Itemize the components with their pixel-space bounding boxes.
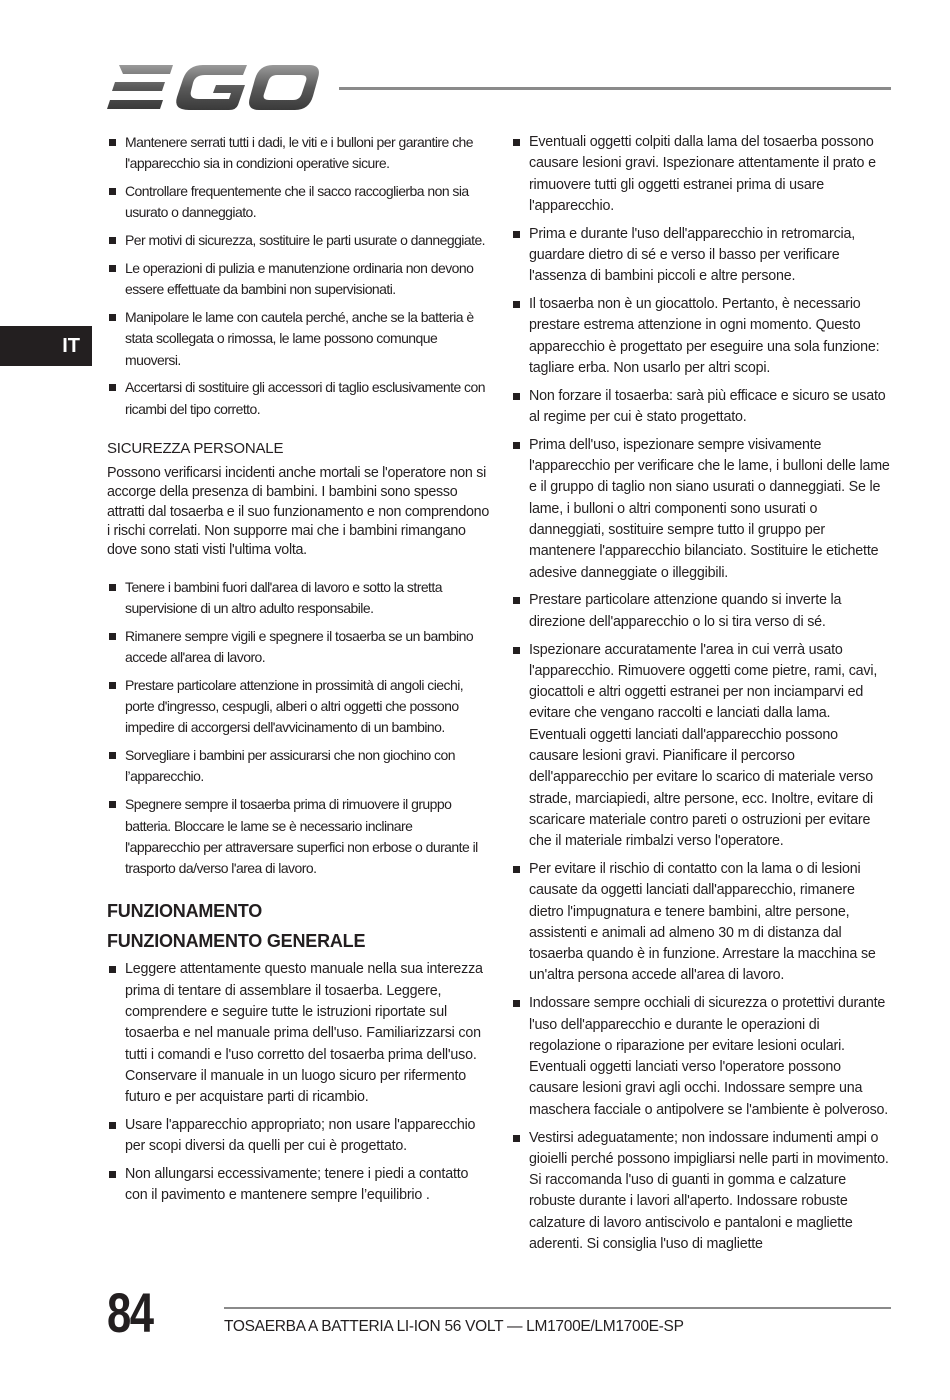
list-item: Indossare sempre occhiali di sicurezza o protettivi durante l'uso dell'apparecchio e durante le operazioni di regolazione o riparazione per evitare lesioni oculari. Eventuali oggetti lanciati verso l'operatore possono causare lesioni gravi agli occhi. Indossare sempre una maschera facciale o antipolvere se l'ambiente è polveroso.: [511, 993, 891, 1121]
bullet-icon: [109, 384, 116, 391]
operation-safety-list: [511, 132, 891, 1255]
list-item: Eventuali oggetti colpiti dalla lama del tosaerba possono causare lesioni gravi. Ispezionare attentamente il prato e rimuovere tutti gli oggetti estranei prima di usare l'apparecchio.: [511, 132, 891, 217]
list-item: Per evitare il rischio di contatto con la lama o di lesioni causate da oggetti lanciati dall'apparecchio, rimanere dietro l'impugnatura e tenere bambini, altre persone, assistenti e animali ad almeno 30 m di distanza dal tosaerba quando è in funzione. Arrestare la macchina se un'altra persona accede all'area di lavoro.: [511, 859, 891, 987]
bullet-icon: [109, 966, 116, 973]
language-tab: IT: [0, 326, 92, 366]
bullet-icon: [513, 393, 520, 400]
list-item: Tenere i bambini fuori dall'area di lavoro e sotto la stretta supervisione di un altro adulto responsabile.: [107, 577, 489, 620]
list-item: Usare l'apparecchio appropriato; non usare l'apparecchio per scopi diversi da quelli per cui è progettato.: [107, 1115, 489, 1158]
left-column: [107, 132, 489, 1213]
bullet-icon: [109, 1171, 116, 1178]
bullet-icon: [513, 647, 520, 654]
list-item: Rimanere sempre vigili e spegnere il tosaerba se un bambino accede all'area di lavoro.: [107, 626, 489, 669]
ego-logo: [107, 63, 319, 113]
list-item: Prima dell'uso, ispezionare sempre visivamente l'apparecchio per verificare che le lame, i bulloni delle lame e il gruppo di taglio non siano usurati o danneggiati. Se le lame, i bulloni o altri componenti sono usurati o danneggiati, sostituire sempre tutto il gruppo per mantenere l'apparecchio bilanciato. Sostituire le etichette adesive danneggiate o illeggibili.: [511, 435, 891, 584]
bullet-icon: [109, 584, 116, 591]
right-column: [511, 132, 891, 1262]
list-item: Prestare particolare attenzione in prossimità di angoli ciechi, porte d'ingresso, cespugli, alberi o altri oggetti che possono impedire di accorgersi dell'avvicinamento di un bambino.: [107, 675, 489, 739]
list-item: Manipolare le lame con cautela perché, anche se la batteria è stata scollegata o rimossa, le lame possono comunque muoversi.: [107, 307, 489, 371]
footer-rule: [224, 1307, 891, 1309]
heading-operation: FUNZIONAMENTO: [107, 901, 263, 922]
bullet-icon: [513, 139, 520, 146]
list-item: Le operazioni di pulizia e manutenzione ordinaria non devono essere effettuate da bambini non supervisionati.: [107, 258, 489, 301]
bullet-icon: [109, 633, 116, 640]
list-item: Mantenere serrati tutti i dadi, le viti e i bulloni per garantire che l'apparecchio sia in condizioni operative sicure.: [107, 132, 489, 175]
footer-title: TOSAERBA A BATTERIA LI-ION 56 VOLT — LM1700E/LM1700E-SP: [224, 1318, 684, 1335]
section-title: SICUREZZA PERSONALE: [107, 440, 284, 458]
bullet-icon: [513, 866, 520, 873]
list-item: Prestare particolare attenzione quando si inverte la direzione dell'apparecchio o lo si tira verso di sé.: [511, 590, 891, 633]
bullet-icon: [109, 1122, 116, 1129]
list-item: Spegnere sempre il tosaerba prima di rimuovere il gruppo batteria. Bloccare le lame se è necessario inclinare l'apparecchio per attraversare superfici non erbose o durante il trasporto da/verso l'area di lavoro.: [107, 794, 489, 879]
bullet-icon: [109, 801, 116, 808]
list-item: Controllare frequentemente che il sacco raccoglierba non sia usurato o danneggiato.: [107, 181, 489, 224]
header-rule: [339, 87, 891, 90]
bullet-icon: [109, 682, 116, 689]
bullet-icon: [109, 139, 116, 146]
list-item: Non forzare il tosaerba: sarà più efficace e sicuro se usato al regime per cui è stato progettato.: [511, 386, 891, 429]
bullet-icon: [513, 1000, 520, 1007]
list-item: Sorvegliare i bambini per assicurarsi che non giochino con l’apparecchio.: [107, 745, 489, 788]
list-item: Non allungarsi eccessivamente; tenere i piedi a contatto con il pavimento e mantenere sempre l’equilibrio .: [107, 1164, 489, 1207]
heading-general-operation: FUNZIONAMENTO GENERALE: [107, 931, 366, 952]
bullet-icon: [513, 301, 520, 308]
bullet-icon: [109, 188, 116, 195]
bullet-icon: [513, 1135, 520, 1142]
general-operation-list: [107, 959, 489, 1206]
list-item: Per motivi di sicurezza, sostituire le parti usurate o danneggiate.: [107, 230, 489, 251]
list-item: Vestirsi adeguatamente; non indossare indumenti ampi o gioielli perché possono impigliarsi nelle parti in movimento. Si raccomanda l'uso di guanti in gomma e calzature robuste durante i lavori all'aperto. Indossare robuste calzature di lavoro antiscivolo e pantaloni e magliette aderenti. Si consiglia l'uso di magliette: [511, 1128, 891, 1256]
page-number: 84: [107, 1281, 153, 1344]
personal-safety-list: [107, 577, 489, 880]
section-paragraph: Possono verificarsi incidenti anche mortali se l'operatore non si accorge della presenza di bambini. I bambini sono spesso attratti dal tosaerba e il suo funzionamento e non comprendono i rischi correlati. Non supporre mai che i bambini rimangano dove sono stati visti l'ultima volta.: [107, 465, 489, 559]
bullet-icon: [513, 442, 520, 449]
bullet-icon: [109, 237, 116, 244]
list-item: Ispezionare accuratamente l'area in cui verrà usato l'apparecchio. Rimuovere oggetti come pietre, rami, cavi, giocattoli e altri oggetti estranei per non inciamparvi ed evitare che vengano raccolti e lanciati dalla lama. Eventuali oggetti lanciati dall'apparecchio possono causare lesioni gravi. Pianificare il percorso dell'apparecchio per evitare lo scarico di materiale verso strade, marciapiedi, altre persone, ecc. Inoltre, evitare di scaricare materiale contro pareti o ostruzioni per evitare che il materiale rimbalzi verso l'operatore.: [511, 640, 891, 853]
list-item: Prima e durante l'uso dell'apparecchio in retromarcia, guardare dietro di sé e verso il basso per verificare l'assenza di bambini piccoli e altre persone.: [511, 224, 891, 288]
bullet-icon: [109, 314, 116, 321]
list-item: Accertarsi di sostituire gli accessori di taglio esclusivamente con ricambi del tipo corretto.: [107, 377, 489, 420]
list-item: Il tosaerba non è un giocattolo. Pertanto, è necessario prestare estrema attenzione in ogni momento. Questo apparecchio è progettato per eseguire una sola funzione: tagliare erba. Non usarlo per altri scopi.: [511, 294, 891, 379]
maintenance-list: [107, 132, 489, 420]
bullet-icon: [513, 597, 520, 604]
bullet-icon: [513, 231, 520, 238]
bullet-icon: [109, 265, 116, 272]
bullet-icon: [109, 752, 116, 759]
list-item: Leggere attentamente questo manuale nella sua interezza prima di tentare di assemblare il tosaerba. Leggere, comprendere e seguire tutte le istruzioni riportate sul tosaerba e nel manuale prima dell'uso. Familiarizzarsi con tutti i comandi e l'uso corretto del tosaerba prima dell'uso. Conservare il manuale in un luogo sicuro per rifermento futuro e per acquistare parti di ricambio.: [107, 959, 489, 1108]
